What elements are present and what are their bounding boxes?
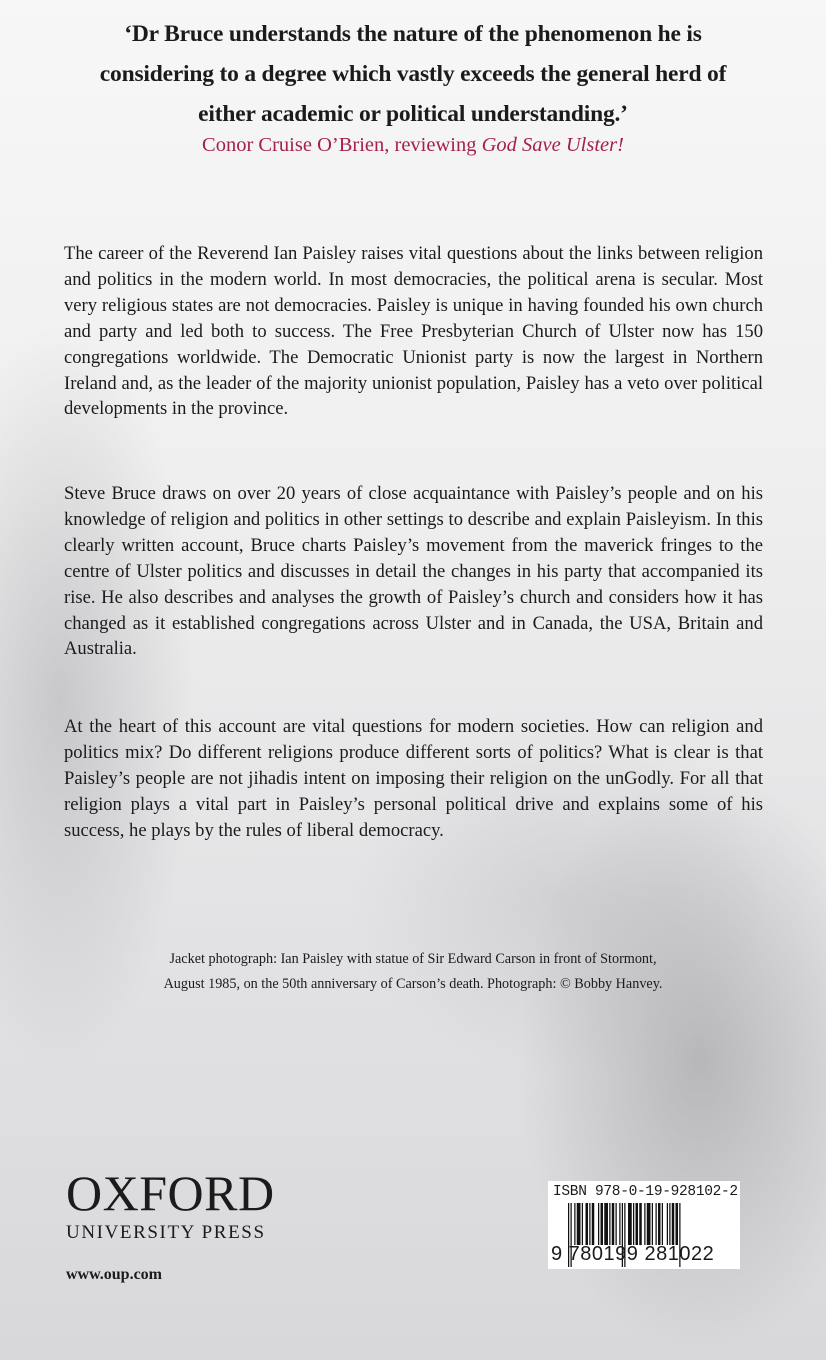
attribution-text: Conor Cruise O’Brien, reviewing [202,134,482,156]
barcode-bar [589,1203,590,1245]
barcode-bar [598,1203,599,1245]
barcode-bar [612,1203,615,1245]
barcode-bar [656,1203,657,1245]
barcode-bar [636,1203,639,1245]
publisher-website: www.oup.com [66,1266,163,1283]
barcode-bar [669,1203,670,1245]
caption-line: Jacket photograph: Ian Paisley with statue of Sir Edward Carson in front of Stormont, [169,951,657,967]
publisher-name: OXFORD [66,1165,275,1221]
barcode-bar [662,1203,663,1245]
barcode-bar [647,1203,651,1245]
barcode-bar [652,1203,653,1245]
barcode-bar [586,1203,589,1245]
barcode-bar [619,1203,620,1245]
jacket-photo-caption [30,947,796,997]
quote-line: ‘Dr Bruce understands the nature of the phenomenon he is [124,21,702,47]
barcode-bar [616,1203,617,1245]
barcode-bar [601,1203,604,1245]
attribution-book-title: God Save Ulster! [481,134,624,156]
barcode-bar [667,1203,668,1245]
publisher-logo [66,1165,275,1244]
isbn-label: ISBN 978-0-19-928102-2 [553,1184,738,1200]
barcode-bar [609,1203,610,1245]
caption-line: August 1985, on the 50th anniversary of Carson’s death. Photograph: © Bobby Hanvey. [163,976,663,992]
review-quote [40,14,786,134]
blurb-paragraph-1: The career of the Reverend Ian Paisley raises vital questions about the links between religion and politics in the modern world. In most democracies, the political arena is secular. Most very religious states are not democracies. Paisley is unique in having founded his own church and party and led both to success. The Free Presbyterian Church of Ulster now has 150 congregations worldwide. The Democratic Unionist party is now the largest in Northern Ireland and, as the leader of the majority unionist population, Paisley has a veto over political developments in the province. [64,243,763,420]
barcode-bar [644,1203,645,1245]
blurb-paragraph-2: Steve Bruce draws on over 20 years of close acquaintance with Paisley’s people and on his knowledge of religion and politics in other settings to describe and explain Paisleyism. In this clearly written account, Bruce charts Paisley’s movement from the maverick fringes to the centre of Ulster politics and discusses in detail the changes in his party that accompanied its rise. He also describes and analyses the growth of Paisley’s church and considers how it has changed as it established congregations across Ulster and in Canada, the USA, Britain and Australia. [64,483,763,660]
barcode-bar [628,1203,632,1245]
barcode-bar [672,1203,675,1245]
isbn-barcode [548,1181,740,1269]
publisher-subname: UNIVERSITY PRESS [66,1222,266,1243]
barcode-bar [633,1203,634,1245]
barcode-bar [604,1203,608,1245]
quote-line: either academic or political understanding.’ [198,101,628,127]
quote-attribution [40,134,786,157]
barcode-digits: 9 780199 281022 [551,1243,715,1265]
barcode-bar [639,1203,642,1245]
barcode-bar [676,1203,679,1245]
quote-line: considering to a degree which vastly exceeds the general herd of [99,61,727,87]
barcode-bar [574,1203,575,1245]
barcode-bar [592,1203,595,1245]
barcode-bar [582,1203,583,1245]
barcode-bar [658,1203,661,1245]
blurb-paragraph-3: At the heart of this account are vital questions for modern societies. How can religion and politics mix? Do different religions produce different sorts of politics? What is clear is that Paisley’s people are not jihadis intent on imposing their religion on the unGodly. For all that religion plays a vital part in Paisley’s personal political drive and explains some of his success, he plays by the rules of liberal democracy. [64,716,763,841]
barcode-bar [577,1203,581,1245]
